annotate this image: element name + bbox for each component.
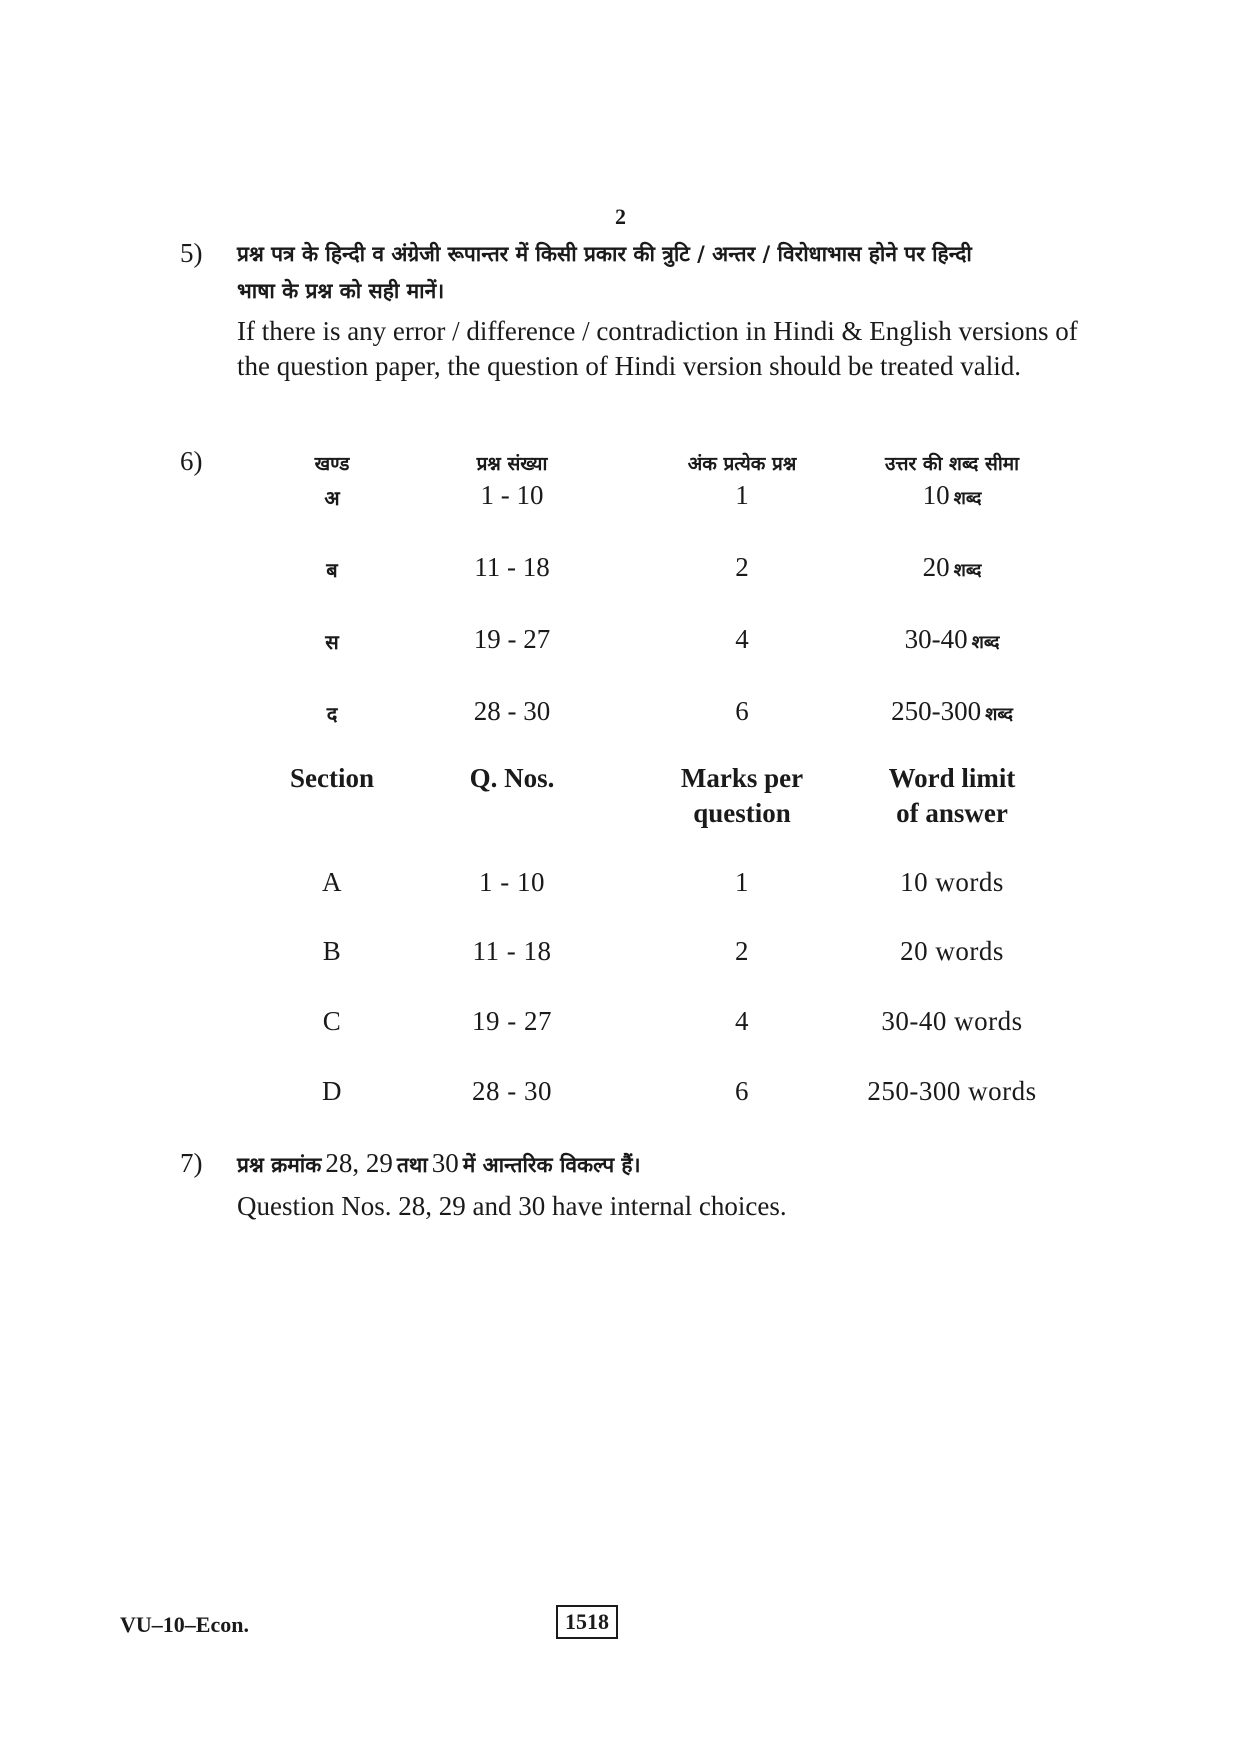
english-header-marks: [642, 761, 842, 831]
english-header-limit-line-2: of answer: [896, 798, 1008, 828]
hindi-header-marks: अंक प्रत्येक प्रश्न: [687, 453, 797, 475]
hindi-row-2-qnos: 11 - 18: [474, 552, 550, 582]
hindi-header-word-limit: उत्तर की शब्द सीमा: [884, 453, 1020, 475]
hindi-row-4-qnos: 28 - 30: [473, 696, 551, 726]
item-7-english: Question Nos. 28, 29 and 30 have internal choices.: [237, 1191, 787, 1221]
english-row-3-section: C: [322, 1006, 342, 1036]
english-row-2-marks: 2: [735, 936, 749, 966]
item-7-number: 7): [180, 1148, 203, 1178]
hindi-header-section: खण्ड: [314, 453, 350, 475]
hindi-row-2-limit-word: शब्द: [953, 560, 982, 581]
english-row-3-marks: 4: [735, 1006, 749, 1036]
english-header-word-limit: [842, 761, 1062, 831]
item-7-hindi-numbers: 28, 29: [325, 1148, 393, 1178]
hindi-row-4-marks: 6: [735, 696, 749, 726]
hindi-row-2-section: ब: [326, 558, 338, 582]
english-row-3-limit: 30-40 words: [881, 1006, 1023, 1036]
hindi-header-qnos: प्रश्न संख्या: [476, 453, 548, 475]
english-row-2-limit: 20 words: [900, 936, 1004, 966]
hindi-row-3-section: स: [325, 630, 339, 654]
hindi-row-3-limit: [842, 624, 1062, 655]
hindi-row-3-limit-num: 30-40: [904, 624, 968, 654]
hindi-row-2-marks: 2: [735, 552, 749, 582]
hindi-row-3-qnos: 19 - 27: [473, 624, 551, 654]
hindi-row-1-limit-num: 10: [922, 480, 950, 510]
english-row-4-qnos: 28 - 30: [472, 1076, 552, 1106]
hindi-row-3-limit-word: शब्द: [971, 632, 1000, 653]
item-5-english-line-1: If there is any error / difference / contradiction in Hindi & English versions of: [237, 316, 1078, 346]
hindi-row-2-limit-num: 20: [922, 552, 950, 582]
hindi-row-1-limit-word: शब्द: [953, 488, 982, 509]
english-row-1-marks: 1: [735, 867, 749, 897]
english-row-1-section: A: [322, 867, 342, 897]
english-row-3-qnos: 19 - 27: [472, 1006, 552, 1036]
hindi-row-1-qnos: 1 - 10: [480, 480, 544, 510]
english-header-section: Section: [290, 763, 374, 793]
item-7-hindi-suffix: में आन्तरिक विकल्प हैं।: [462, 1153, 641, 1177]
hindi-row-1-limit: [842, 480, 1062, 511]
hindi-row-1-section: अ: [324, 486, 340, 510]
hindi-row-3-marks: 4: [735, 624, 749, 654]
item-5-hindi-line-2: भाषा के प्रश्न को सही मानें।: [237, 279, 445, 303]
english-row-2-qnos: 11 - 18: [472, 936, 552, 966]
footer-boxed-number: 1518: [556, 1605, 618, 1639]
english-header-marks-line-1: Marks per: [680, 763, 804, 793]
item-5-number: 5): [180, 238, 203, 268]
english-header-qnos: Q. Nos.: [469, 763, 555, 793]
english-row-1-qnos: 1 - 10: [479, 867, 545, 897]
hindi-row-4-limit-num: 250-300: [891, 696, 982, 726]
item-6-number: 6): [180, 446, 203, 476]
english-header-marks-line-2: question: [693, 798, 791, 828]
item-5-hindi-line-1: प्रश्न पत्र के हिन्दी व अंग्रेजी रूपान्तर में किसी प्रकार की त्रुटि / अन्तर / विरोधाभास होने पर हिन्दी: [237, 242, 972, 266]
hindi-row-4-limit-word: शब्द: [985, 704, 1013, 725]
item-7-hindi-last-number: 30: [431, 1148, 459, 1178]
english-header-limit-line-1: Word limit: [888, 763, 1016, 793]
item-5-english-line-2: the question paper, the question of Hindi version should be treated valid.: [237, 351, 1021, 381]
item-7-hindi-and: तथा: [396, 1153, 428, 1177]
english-row-4-section: D: [322, 1076, 342, 1106]
english-row-4-limit: 250-300 words: [867, 1076, 1037, 1106]
item-7-hindi-prefix: प्रश्न क्रमांक: [237, 1153, 322, 1177]
english-row-4-marks: 6: [735, 1076, 749, 1106]
page-number: 2: [615, 204, 626, 229]
english-row-2-section: B: [322, 936, 342, 966]
hindi-row-1-marks: 1: [735, 480, 749, 510]
hindi-row-4-section: द: [326, 702, 338, 726]
hindi-row-4-limit: [842, 696, 1062, 727]
hindi-row-2-limit: [842, 552, 1062, 583]
item-7-hindi: [237, 1148, 641, 1179]
english-row-1-limit: 10 words: [900, 867, 1004, 897]
footer-paper-code: VU–10–Econ.: [120, 1612, 249, 1637]
